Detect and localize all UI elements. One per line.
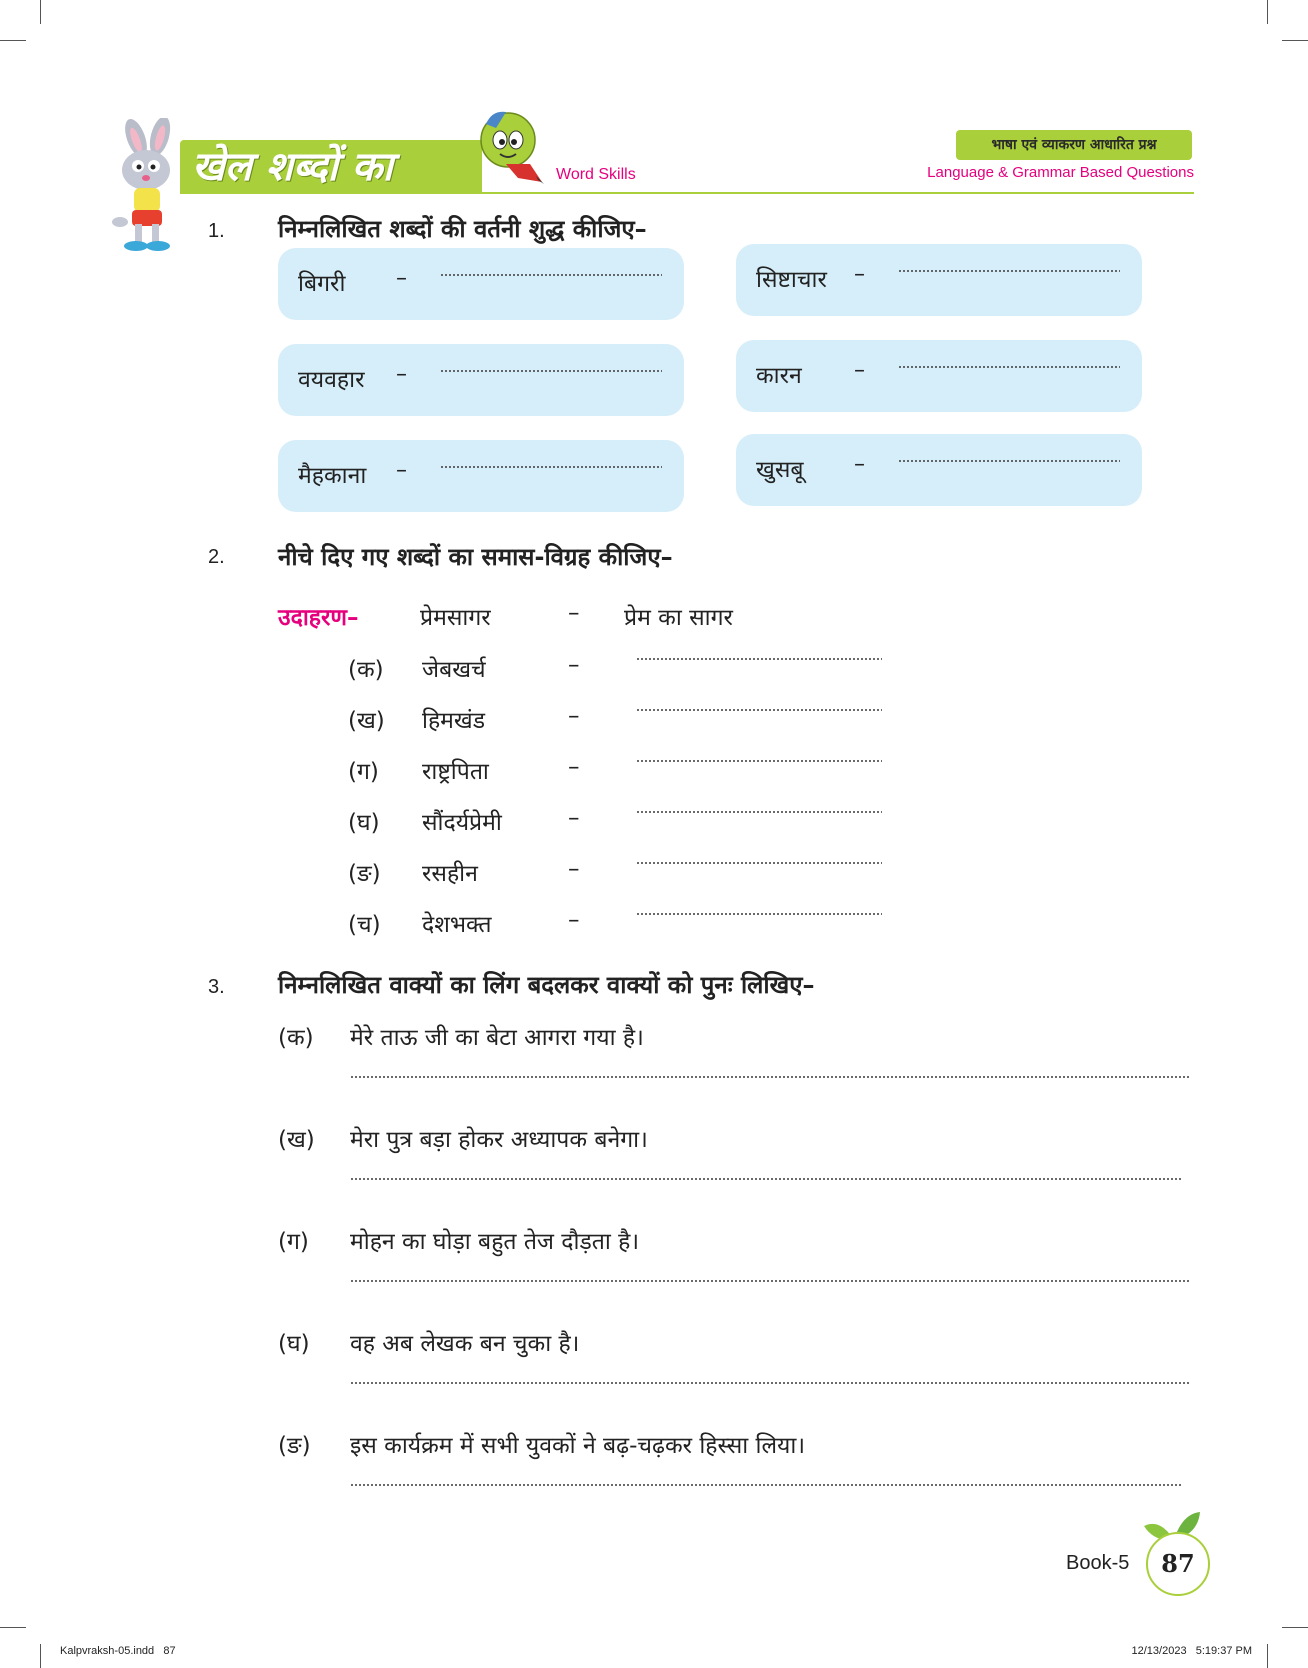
- sentence: मोहन का घोड़ा बहुत तेज दौड़ता है।: [350, 1229, 640, 1255]
- crop-mark: [0, 40, 26, 41]
- example-label: उदाहरण–: [278, 605, 359, 631]
- crop-mark: [1282, 40, 1308, 41]
- item-label: (च): [348, 912, 381, 938]
- answer-blank[interactable]: [440, 274, 662, 276]
- crop-mark: [0, 1627, 26, 1628]
- item-label: (घ): [348, 810, 380, 836]
- answer-blank[interactable]: [898, 460, 1120, 462]
- page-number-circle: [1146, 1532, 1210, 1596]
- answer-blank[interactable]: [636, 811, 882, 813]
- spelling-box-4: [736, 340, 1142, 412]
- dash: –: [568, 652, 580, 678]
- answer-blank[interactable]: [636, 913, 882, 915]
- samas-word: जेबखर्च: [422, 657, 486, 683]
- answer-line[interactable]: [350, 1076, 1190, 1078]
- dash: –: [568, 907, 580, 933]
- spelling-word: खुसबू: [756, 457, 804, 483]
- dash: –: [568, 754, 580, 780]
- spelling-box-2: [736, 244, 1142, 316]
- answer-blank[interactable]: [898, 366, 1120, 368]
- item-label: (ङ): [278, 1433, 311, 1459]
- dash: –: [396, 362, 407, 387]
- dash: –: [568, 805, 580, 831]
- sentence: मेरा पुत्र बड़ा होकर अध्यापक बनेगा।: [350, 1127, 648, 1153]
- dash: –: [854, 358, 865, 383]
- item-label: (घ): [278, 1331, 310, 1357]
- samas-word: राष्ट्रपिता: [422, 759, 489, 785]
- crop-mark: [1267, 1644, 1268, 1668]
- spelling-box-3: [278, 344, 684, 416]
- samas-word: रसहीन: [422, 861, 478, 887]
- category-badge: [956, 130, 1192, 160]
- samas-word: हिमखंड: [422, 708, 486, 734]
- item-label: (क): [278, 1025, 314, 1051]
- item-label: (ग): [348, 759, 379, 785]
- question-1-text: निम्नलिखित शब्दों की वर्तनी शुद्ध कीजिए–: [278, 215, 647, 243]
- dash: –: [568, 703, 580, 729]
- dash: –: [568, 856, 580, 882]
- dash: –: [396, 458, 407, 483]
- spelling-word: कारन: [756, 363, 802, 389]
- spelling-box-1: [278, 248, 684, 320]
- sentence: वह अब लेखक बन चुका है।: [350, 1331, 580, 1357]
- spelling-word: सिष्टाचार: [756, 267, 827, 293]
- example-answer: प्रेम का सागर: [624, 605, 733, 631]
- dash: –: [854, 452, 865, 477]
- word-skills-label: Word Skills: [556, 166, 636, 183]
- question-1-number: 1.: [208, 220, 225, 242]
- answer-blank[interactable]: [898, 270, 1120, 272]
- spelling-word: बिगरी: [298, 271, 346, 297]
- dash: –: [568, 600, 580, 626]
- answer-line[interactable]: [350, 1178, 1182, 1180]
- sentence: इस कार्यक्रम में सभी युवकों ने बढ़-चढ़कर हिस्सा लिया।: [350, 1433, 806, 1459]
- item-label: (ख): [348, 708, 385, 734]
- crop-mark: [1282, 1627, 1308, 1628]
- file-name: Kalpvraksh-05.indd 87: [60, 1645, 176, 1657]
- page-number: 87: [1161, 1549, 1195, 1578]
- example-word: प्रेमसागर: [420, 605, 491, 631]
- question-3-text: निम्नलिखित वाक्यों का लिंग बदलकर वाक्यों को पुनः लिखिए–: [278, 971, 815, 999]
- answer-blank[interactable]: [440, 466, 662, 468]
- item-label: (ग): [278, 1229, 309, 1255]
- question-2-text: नीचे दिए गए शब्दों का समास-विग्रह कीजिए–: [278, 543, 673, 571]
- pencil-mascot-icon: [478, 110, 546, 186]
- crop-mark: [40, 0, 41, 24]
- category-english: Language & Grammar Based Questions: [927, 164, 1194, 181]
- item-label: (क): [348, 657, 384, 683]
- dash: –: [854, 262, 865, 287]
- dash: –: [396, 266, 407, 291]
- spelling-box-6: [736, 434, 1142, 506]
- answer-line[interactable]: [350, 1382, 1190, 1384]
- answer-blank[interactable]: [636, 862, 882, 864]
- samas-word: देशभक्त: [422, 912, 492, 938]
- page-title: खेल शब्दों का: [192, 144, 393, 190]
- answer-line[interactable]: [350, 1484, 1182, 1486]
- sentence: मेरे ताऊ जी का बेटा आगरा गया है।: [350, 1025, 644, 1051]
- answer-blank[interactable]: [636, 658, 882, 660]
- crop-mark: [40, 1644, 41, 1668]
- item-label: (ख): [278, 1127, 315, 1153]
- crop-mark: [1267, 0, 1268, 24]
- question-2-number: 2.: [208, 546, 225, 568]
- book-label: Book-5: [1066, 1552, 1130, 1574]
- item-label: (ङ): [348, 861, 381, 887]
- samas-word: सौंदर्यप्रेमी: [422, 810, 502, 836]
- spelling-box-5: [278, 440, 684, 512]
- answer-blank[interactable]: [636, 709, 882, 711]
- rabbit-mascot-icon: [108, 118, 200, 258]
- timestamp: 12/13/2023 5:19:37 PM: [1131, 1645, 1252, 1657]
- answer-blank[interactable]: [440, 370, 662, 372]
- spelling-word: मैहकाना: [298, 463, 367, 489]
- question-3-number: 3.: [208, 976, 225, 998]
- category-badge-text: भाषा एवं व्याकरण आधारित प्रश्न: [991, 137, 1157, 153]
- answer-blank[interactable]: [636, 760, 882, 762]
- spelling-word: वयवहार: [298, 367, 365, 393]
- answer-line[interactable]: [350, 1280, 1190, 1282]
